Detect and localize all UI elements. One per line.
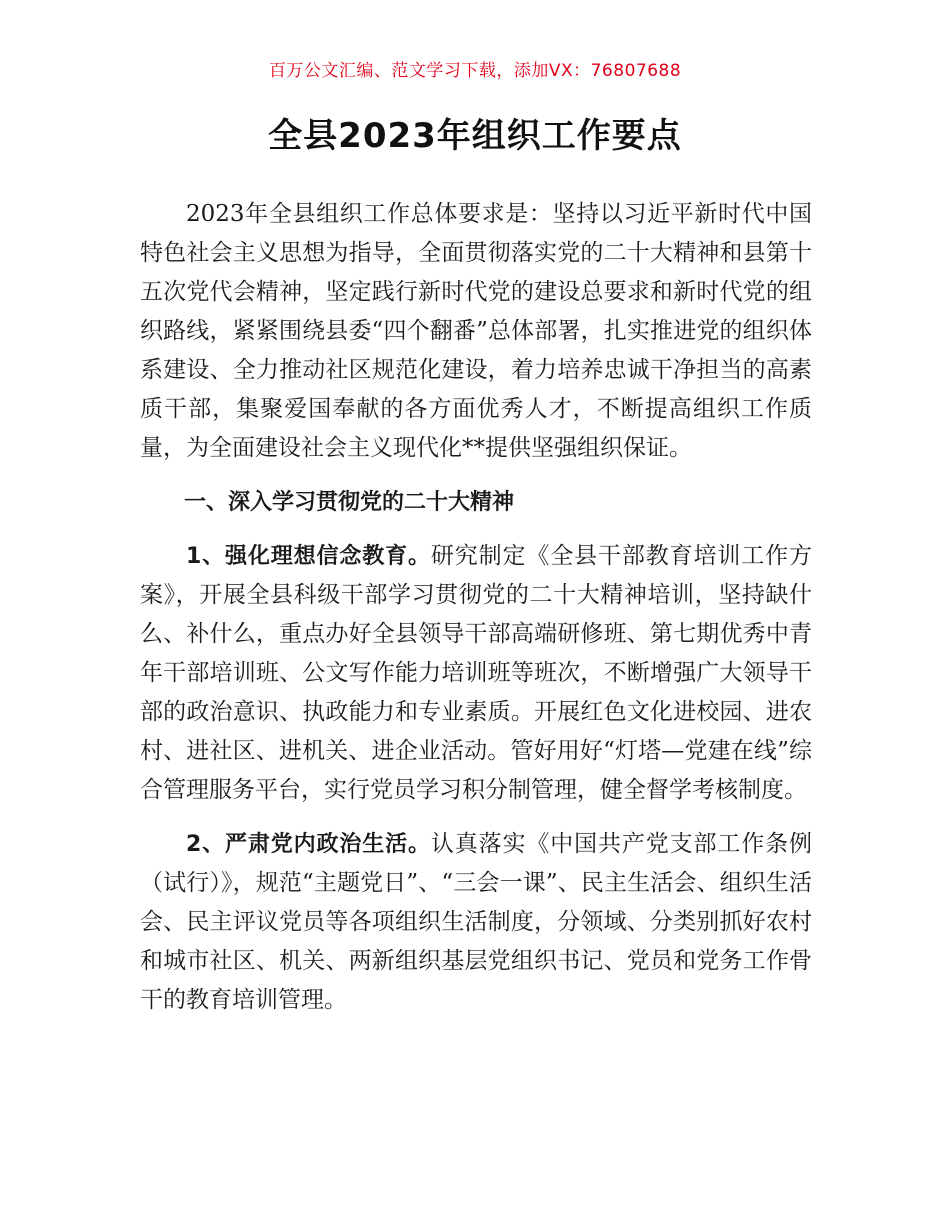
item-lead: 2、严肃党内政治生活。 [186,832,431,857]
item-text: 研究制定《全县干部教育培训工作方案》，开展全县科级干部学习贯彻党的二十大精神培训，坚持缺什么、补什么，重点办好全县领导干部高端研修班、第七期优秀中青年干部培训班、公文写作能力培训班等班次，不断增强广大领导干部的政治意识、执政能力和专业素质。开展红色文化进校园、进农村、进社区、进机关、进企业活动。管好用好“灯塔—党建在线”综合管理服务平台，实行党员学习积分制管理，健全督学考核制度。 [140,543,813,803]
intro-paragraph: 2023年全县组织工作总体要求是：坚持以习近平新时代中国特色社会主义思想为指导，全面贯彻落实党的二十大精神和县第十五次党代会精神，坚定践行新时代党的建设总要求和新时代党的组织路线，紧紧围绕县委“四个翻番”总体部署，扎实推进党的组织体系建设、全力推动社区规范化建设，着力培养忠诚干净担当的高素质干部，集聚爱国奉献的各方面优秀人才，不断提高组织工作质量，为全面建设社会主义现代化**提供坚强组织保证。 [140,201,812,461]
section-heading: 一、深入学习贯彻党的二十大精神 [184,490,515,515]
item-text: 认真落实《中国共产党支部工作条例（试行）》，规范“主题党日”、“三会一课”、民主生活会、组织生活会、民主评议党员等各项组织生活制度，分领域、分类别抓好农村和城市社区、机关、两新组织基层党组织书记、党员和党务工作骨干的教育培训管理。 [140,831,813,1013]
list-item [140,825,812,1020]
list-item [140,537,812,810]
document-body [140,195,812,1020]
header-banner: 百万公文汇编、范文学习下载，添加VX：76807688 [268,61,682,81]
item-lead: 1、强化理想信念教育。 [186,544,431,569]
page-title: 全县2023年组织工作要点 [268,116,682,156]
